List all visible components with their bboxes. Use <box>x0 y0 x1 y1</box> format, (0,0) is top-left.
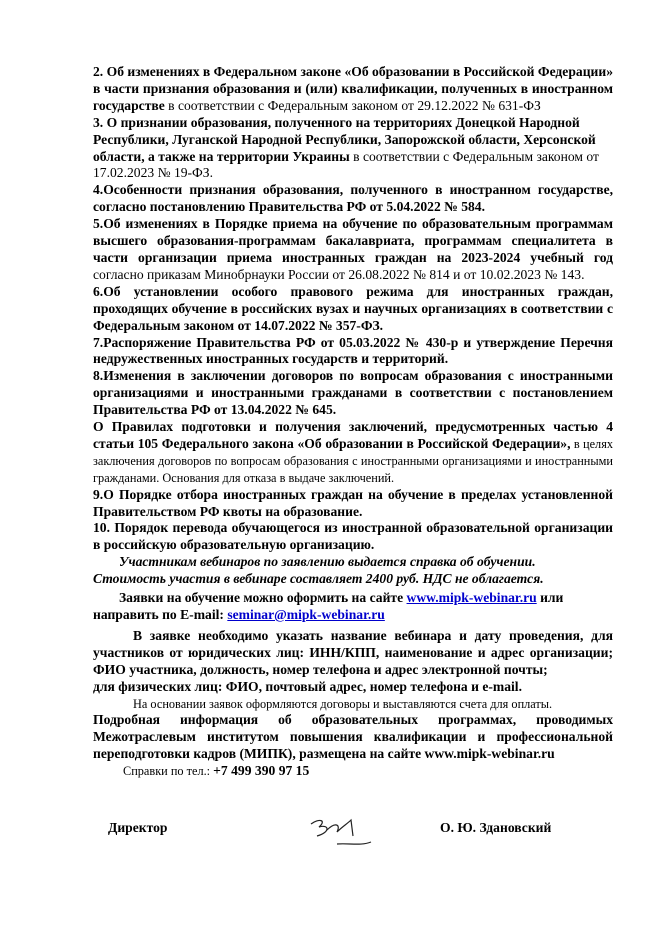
phone-note <box>93 763 613 780</box>
item-5-rest: согласно приказам Минобрнауки России от 26.08.2022 № 814 и от 10.02.2023 № 143. <box>93 266 585 282</box>
item-5-bold: 5.Об изменениях в Порядке приема на обучение по образовательным программам высшего образования-программам бакалавриата, программам специалитета в части организации приема иностранных граждан на 2023-2024 учебный год <box>93 216 613 265</box>
signature-mark <box>305 810 385 850</box>
item-8-rules <box>93 419 613 487</box>
phone-number: +7 499 390 97 15 <box>213 763 310 779</box>
contracts-note: На основании заявок оформляются договоры и выставляются счета для оплаты. <box>133 696 553 711</box>
item-10: 10. Порядок перевода обучающегося из иностранной образовательной организации в российскую образовательную организацию. <box>93 520 613 553</box>
item-4: 4.Особенности признания образования, полученного в иностранном государстве, согласно постановлению Правительства РФ от 5.04.2022 № 584. <box>93 182 613 215</box>
phone-label: Справки по тел.: <box>123 764 214 779</box>
apply-note <box>93 590 613 624</box>
website-link[interactable]: www.mipk-webinar.ru <box>406 590 537 606</box>
cost-note: Стоимость участия в вебинаре составляет 2400 руб. НДС не облагается. <box>93 571 544 587</box>
item-6: 6.Об установлении особого правового режима для иностранных граждан, проходящих обучение в российских вузах и научных организациях в соответствии с Федеральным законом от 14.07.2022 № 357-ФЗ. <box>93 283 613 333</box>
item-9: 9.О Порядке отбора иностранных граждан на обучение в пределах установленной Правительством РФ квоты на образование. <box>93 486 613 519</box>
item-3-rest: в соответствии с Федеральным законом от 17.02.2023 № 19-ФЗ. <box>93 148 599 181</box>
item-8-rules-bold: О Правилах подготовки и получения заключений, предусмотренных частью 4 статьи 105 Федерального закона «Об образовании в Российской Федерации», <box>93 419 613 451</box>
item-2 <box>93 64 613 115</box>
item-2-bold: 2. Об изменениях в Федеральном законе «Об образовании в Российской Федерации» в части признания образования и (или) квалификации, полученных в иностранном государстве <box>93 64 613 113</box>
item-8: 8.Изменения в заключении договоров по вопросам образования с иностранными организациями и иностранными гражданами в соответствии с постановлением Правительства РФ от 13.04.2022 № 645. <box>93 368 613 418</box>
item-8-rules-rest: в целях заключения договоров по вопросам образования с иностранными организациями и иностранными гражданами. Основания для отказа в выдаче заключений. <box>93 436 613 485</box>
certificate-note: Участникам вебинаров по заявлению выдается справка об обучении. <box>119 554 536 570</box>
requisites-note: В заявке необходимо указать название вебинара и дату проведения, для участников от юридических лиц: ИНН/КПП, наименование и адрес организации; ФИО участника, должность, номер телефона и адрес электронной почты; <box>93 627 613 677</box>
document-body <box>93 64 613 780</box>
item-7: 7.Распоряжение Правительства РФ от 05.03.2022 № 430-р и утверждение Перечня недружественных иностранных государств и территорий. <box>93 334 613 367</box>
email-link[interactable]: seminar@mipk-webinar.ru <box>227 607 385 622</box>
info-note: Подробная информация об образовательных программах, проводимых Межотраслевым институтом повышения квалификации и профессиональной переподготовки кадров (МИПК), размещена на сайте www.mipk-webinar.ru <box>93 712 613 762</box>
director-title: Директор <box>108 820 168 835</box>
individuals-note: для физических лиц: ФИО, почтовый адрес, номер телефона и e-mail. <box>93 678 522 694</box>
director-name: О. Ю. Здановский <box>440 820 552 835</box>
item-3 <box>93 115 613 183</box>
apply-text: Заявки на обучение можно оформить на сайте <box>119 590 407 606</box>
item-5 <box>93 216 613 284</box>
apply-mid-text: или направить по E-mail: <box>93 590 564 622</box>
item-2-rest: в соответствии с Федеральным законом от 29.12.2022 № 631-ФЗ <box>164 97 541 113</box>
item-3-bold: 3. О признании образования, полученного на территориях Донецкой Народной Республики, Луганской Народной Республики, Запорожской области, Херсонской области, а также на территории Украины <box>93 114 596 164</box>
